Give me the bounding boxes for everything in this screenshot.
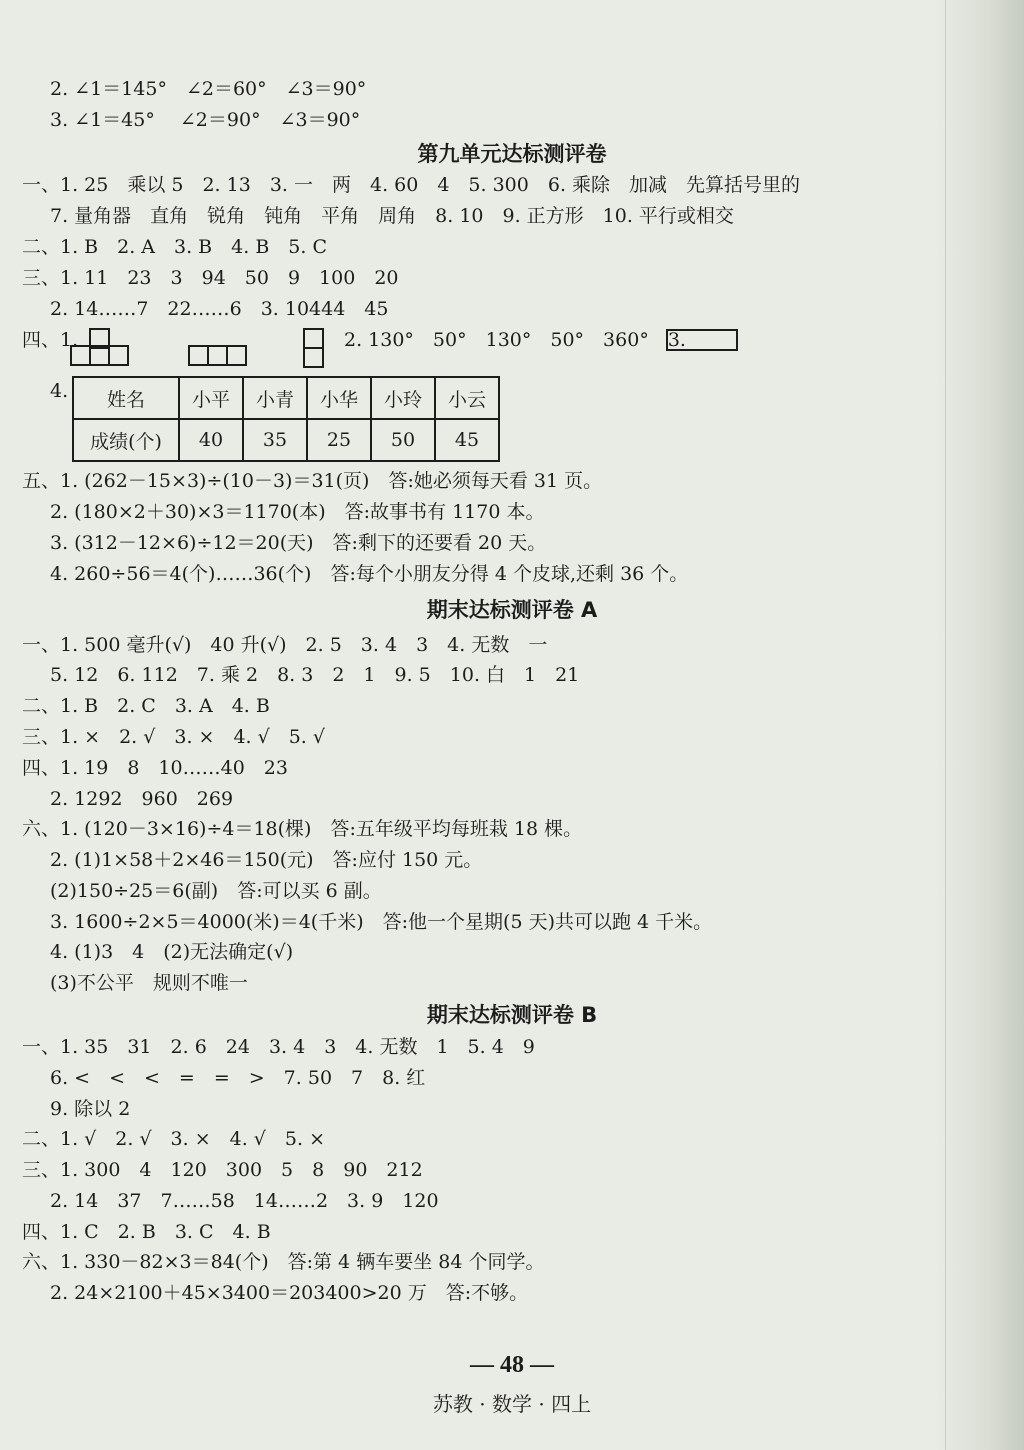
table-cell: 35: [243, 419, 307, 461]
table-row: [73, 377, 499, 419]
answer-line: 二、1. B 2. A 3. B 4. B 5. C: [22, 236, 327, 258]
book-label: 苏教 · 数学 · 四上: [432, 1392, 592, 1416]
answer-line: 一、1. 500 毫升(√) 40 升(√) 2. 5 3. 4 3 4. 无数 一: [22, 634, 548, 656]
answer-line: 2. (1)1×58＋2×46＝150(元) 答:应付 150 元。: [50, 849, 483, 871]
answer-line: 6. < < < = = > 7. 50 7 8. 红: [50, 1067, 426, 1089]
table-cell: 40: [179, 419, 243, 461]
answer-line: 一、1. 35 31 2. 6 24 3. 4 3 4. 无数 1 5. 4 9: [22, 1036, 535, 1058]
answer-line: 2. 14……7 22……6 3. 10444 45: [50, 298, 389, 320]
table-cell: 小玲: [371, 377, 435, 419]
answer-line: (2)150÷25＝6(副) 答:可以买 6 副。: [50, 880, 382, 902]
answer-line: 4.: [50, 380, 69, 402]
table-cell: 姓名: [73, 377, 179, 419]
table-cell: 成绩(个): [73, 419, 179, 461]
answer-line: 2. 14 37 7……58 14……2 3. 9 120: [50, 1190, 439, 1212]
answer-line: 三、1. 11 23 3 94 50 9 100 20: [22, 267, 399, 289]
answer-line: 六、1. 330－82×3＝84(个) 答:第 4 辆车要坐 84 个同学。: [22, 1251, 545, 1273]
answer-line: 四、1.: [22, 329, 79, 351]
page-edge-line: [945, 0, 946, 1450]
answer-line: 9. 除以 2: [50, 1098, 131, 1120]
answer-line: 三、1. 300 4 120 300 5 8 90 212: [22, 1159, 423, 1181]
answer-line: 四、1. 19 8 10……40 23: [22, 757, 288, 779]
answer-line: 2. ∠1＝145° ∠2＝60° ∠3＝90°: [50, 78, 367, 100]
table-row: [73, 419, 499, 461]
answer-line: 三、1. × 2. √ 3. × 4. √ 5. √: [22, 726, 325, 748]
answer-line: 4. 260÷56＝4(个)……36(个) 答:每个小朋友分得 4 个皮球,还剩 36 个。: [50, 563, 689, 585]
answer-line: 二、1. √ 2. √ 3. × 4. √ 5. ×: [22, 1128, 325, 1150]
section-title: 期末达标测评卷 B: [426, 1003, 598, 1027]
table-cell: 45: [435, 419, 499, 461]
table-cell: 小华: [307, 377, 371, 419]
score-table: [72, 376, 500, 462]
page-edge-shadow: [934, 0, 1024, 1450]
table-cell: 50: [371, 419, 435, 461]
answer-line: 4. (1)3 4 (2)无法确定(√): [50, 941, 294, 963]
answer-line: 3. (312－12×6)÷12＝20(天) 答:剩下的还要看 20 天。: [50, 532, 547, 554]
table-cell: 小青: [243, 377, 307, 419]
page-number: — 48 —: [470, 1352, 554, 1378]
answer-line: 2. 130° 50° 130° 50° 360° 3.: [344, 329, 686, 351]
answer-line: 3. 1600÷2×5＝4000(米)＝4(千米) 答:他一个星期(5 天)共可以跑 4 千米。: [50, 911, 713, 933]
answer-line: 2. 1292 960 269: [50, 788, 234, 810]
answer-line: 2. (180×2＋30)×3＝1170(本) 答:故事书有 1170 本。: [50, 501, 545, 523]
answer-line: (3)不公平 规则不唯一: [50, 972, 248, 994]
table-cell: 小云: [435, 377, 499, 419]
answer-line: 7. 量角器 直角 锐角 钝角 平角 周角 8. 10 9. 正方形 10. 平行或相交: [50, 205, 734, 227]
answer-line: 四、1. C 2. B 3. C 4. B: [22, 1221, 271, 1243]
answer-line: 3. ∠1＝45° ∠2＝90° ∠3＝90°: [50, 109, 361, 131]
two-squares-column-figure: [303, 328, 324, 366]
answer-line: 5. 12 6. 112 7. 乘 2 8. 3 2 1 9. 5 10. 白 1 21: [50, 664, 580, 686]
section-title: 期末达标测评卷 A: [426, 598, 598, 622]
answer-line: 一、1. 25 乘以 5 2. 13 3. 一 两 4. 60 4 5. 300 6. 乘除 加减 先算括号里的: [22, 174, 801, 196]
answer-line: 二、1. B 2. C 3. A 4. B: [22, 695, 270, 717]
answer-line: 五、1. (262－15×3)÷(10－3)＝31(页) 答:她必须每天看 31 页。: [22, 470, 603, 492]
answer-line: 2. 24×2100＋45×3400＝203400>20 万 答:不够。: [50, 1282, 529, 1304]
answer-line: 六、1. (120－3×16)÷4＝18(棵) 答:五年级平均每班栽 18 棵。: [22, 818, 583, 840]
table-cell: 25: [307, 419, 371, 461]
three-squares-row-figure: [188, 345, 245, 366]
rectangle-figure: [666, 329, 738, 351]
section-title: 第九单元达标测评卷: [417, 142, 607, 166]
table-cell: 小平: [179, 377, 243, 419]
